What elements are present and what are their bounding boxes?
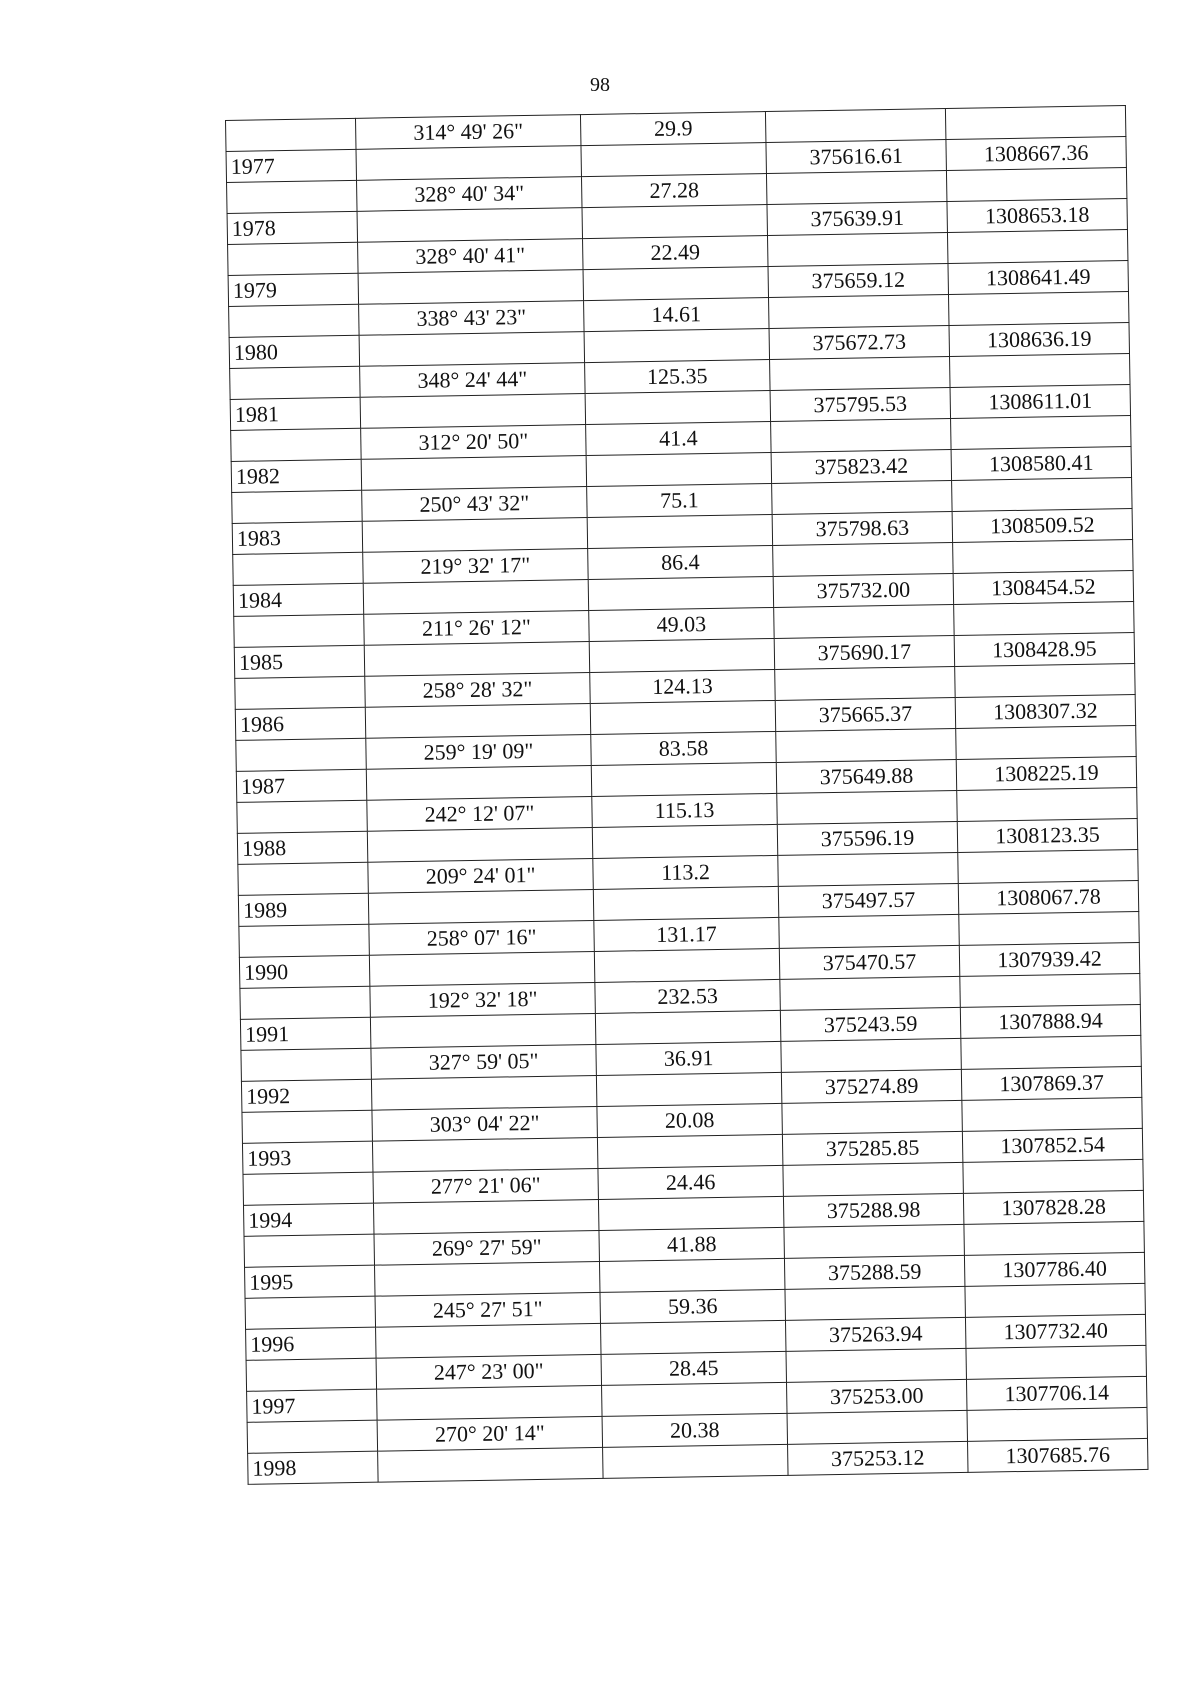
easting-cell — [778, 852, 958, 886]
northing-cell — [963, 1159, 1143, 1193]
easting-cell: 375243.59 — [780, 1007, 960, 1041]
bearing-cell — [378, 1447, 603, 1482]
distance-cell — [587, 514, 772, 548]
station-cell: 1994 — [243, 1203, 373, 1236]
northing-cell: 1308667.36 — [946, 137, 1126, 171]
bearing-cell: 247° 23' 00" — [376, 1354, 601, 1389]
distance-cell: 75.1 — [587, 483, 772, 517]
bearing-cell — [372, 1137, 597, 1172]
distance-cell: 28.45 — [601, 1351, 786, 1385]
easting-cell — [771, 419, 951, 453]
station-cell: 1982 — [231, 459, 361, 492]
distance-cell — [598, 1196, 783, 1230]
distance-cell — [599, 1258, 784, 1292]
station-cell — [229, 304, 359, 337]
bearing-cell: 242° 12' 07" — [367, 797, 592, 832]
easting-cell: 375470.57 — [779, 945, 959, 979]
bearing-cell: 328° 40' 34" — [357, 177, 582, 212]
bearing-cell — [376, 1323, 601, 1358]
station-cell — [226, 118, 356, 151]
bearing-cell — [364, 642, 589, 677]
station-cell — [244, 1234, 374, 1267]
northing-cell: 1308307.32 — [955, 694, 1135, 728]
northing-cell: 1307706.14 — [966, 1376, 1146, 1410]
distance-cell: 124.13 — [590, 669, 775, 703]
bearing-cell — [370, 1013, 595, 1048]
northing-cell: 1308454.52 — [953, 571, 1133, 605]
station-cell — [235, 676, 365, 709]
station-cell: 1987 — [236, 769, 366, 802]
northing-cell — [962, 1097, 1142, 1131]
traverse-table-body — [226, 106, 1148, 1485]
northing-cell — [945, 106, 1125, 140]
northing-cell: 1308636.19 — [949, 323, 1129, 357]
northing-cell: 1307732.40 — [965, 1314, 1145, 1348]
bearing-cell — [366, 766, 591, 801]
bearing-cell — [356, 146, 581, 181]
northing-cell — [957, 787, 1137, 821]
distance-cell: 29.9 — [580, 112, 765, 146]
distance-cell: 24.46 — [598, 1165, 783, 1199]
bearing-cell: 348° 24' 44" — [360, 363, 585, 398]
easting-cell — [782, 1100, 962, 1134]
easting-cell — [769, 295, 949, 329]
bearing-cell — [361, 456, 586, 491]
northing-cell — [958, 849, 1138, 883]
station-cell: 1992 — [241, 1079, 371, 1112]
bearing-cell: 192° 32' 18" — [370, 982, 595, 1017]
northing-cell: 1307852.54 — [962, 1128, 1142, 1162]
easting-cell — [770, 357, 950, 391]
bearing-cell: 314° 49' 26" — [355, 115, 580, 150]
northing-cell: 1308225.19 — [956, 756, 1136, 790]
station-cell — [241, 1048, 371, 1081]
page-number: 98 — [590, 74, 610, 96]
distance-cell — [595, 1010, 780, 1044]
easting-cell: 375263.94 — [785, 1317, 965, 1351]
station-cell — [233, 552, 363, 585]
distance-cell: 86.4 — [588, 545, 773, 579]
northing-cell — [961, 1035, 1141, 1069]
distance-cell — [581, 143, 766, 177]
distance-cell — [601, 1320, 786, 1354]
easting-cell — [777, 790, 957, 824]
northing-cell — [955, 663, 1135, 697]
bearing-cell: 258° 28' 32" — [365, 673, 590, 708]
distance-cell: 36.91 — [596, 1041, 781, 1075]
distance-cell — [592, 824, 777, 858]
traverse-table — [225, 105, 1149, 1485]
station-cell — [234, 614, 364, 647]
northing-cell: 1308641.49 — [948, 261, 1128, 295]
northing-cell: 1308428.95 — [954, 632, 1134, 666]
bearing-cell: 277° 21' 06" — [373, 1168, 598, 1203]
easting-cell: 375672.73 — [769, 326, 949, 360]
easting-cell — [779, 914, 959, 948]
easting-cell — [787, 1410, 967, 1444]
distance-cell: 41.88 — [599, 1227, 784, 1261]
distance-cell: 59.36 — [600, 1289, 785, 1323]
bearing-cell: 258° 07' 16" — [369, 920, 594, 955]
distance-cell — [597, 1134, 782, 1168]
easting-cell — [766, 171, 946, 205]
distance-cell — [588, 576, 773, 610]
easting-cell: 375659.12 — [768, 264, 948, 298]
distance-cell: 27.28 — [581, 174, 766, 208]
northing-cell — [952, 478, 1132, 512]
bearing-cell — [363, 580, 588, 615]
station-cell: 1978 — [227, 211, 357, 244]
easting-cell — [784, 1224, 964, 1258]
easting-cell — [767, 233, 947, 267]
distance-cell — [602, 1382, 787, 1416]
station-cell: 1979 — [228, 273, 358, 306]
northing-cell — [951, 416, 1131, 450]
northing-cell: 1308123.35 — [957, 818, 1137, 852]
distance-cell: 14.61 — [584, 298, 769, 332]
northing-cell: 1307869.37 — [961, 1066, 1141, 1100]
easting-cell — [774, 604, 954, 638]
northing-cell — [954, 602, 1134, 636]
station-cell: 1980 — [229, 335, 359, 368]
northing-cell: 1308509.52 — [952, 509, 1132, 543]
easting-cell: 375665.37 — [775, 697, 955, 731]
bearing-cell — [357, 208, 582, 243]
easting-cell — [772, 481, 952, 515]
northing-cell — [946, 168, 1126, 202]
bearing-cell: 245° 27' 51" — [375, 1292, 600, 1327]
northing-cell — [967, 1407, 1147, 1441]
distance-cell: 131.17 — [594, 917, 779, 951]
bearing-cell: 259° 19' 09" — [366, 735, 591, 770]
station-cell: 1986 — [235, 707, 365, 740]
bearing-cell — [359, 332, 584, 367]
easting-cell: 375690.17 — [774, 635, 954, 669]
northing-cell: 1307888.94 — [960, 1004, 1140, 1038]
easting-cell: 375253.00 — [787, 1379, 967, 1413]
station-cell — [246, 1358, 376, 1391]
distance-cell — [584, 329, 769, 363]
station-cell: 1990 — [239, 955, 369, 988]
station-cell: 1985 — [234, 645, 364, 678]
distance-cell: 20.08 — [597, 1103, 782, 1137]
distance-cell: 20.38 — [602, 1413, 787, 1447]
station-cell — [245, 1296, 375, 1329]
northing-cell — [966, 1345, 1146, 1379]
bearing-cell: 327° 59' 05" — [371, 1044, 596, 1079]
northing-cell — [950, 354, 1130, 388]
bearing-cell — [368, 889, 593, 924]
station-cell — [239, 924, 369, 957]
northing-cell — [953, 540, 1133, 574]
easting-cell — [786, 1348, 966, 1382]
station-cell — [240, 986, 370, 1019]
bearing-cell — [369, 951, 594, 986]
distance-cell — [589, 638, 774, 672]
bearing-cell: 211° 26' 12" — [364, 611, 589, 646]
easting-cell: 375616.61 — [766, 140, 946, 174]
station-cell: 1989 — [238, 893, 368, 926]
bearing-cell: 328° 40' 41" — [358, 239, 583, 274]
distance-cell — [594, 948, 779, 982]
station-cell — [237, 800, 367, 833]
easting-cell: 375596.19 — [777, 821, 957, 855]
northing-cell: 1307828.28 — [963, 1190, 1143, 1224]
station-cell: 1983 — [232, 521, 362, 554]
easting-cell — [783, 1162, 963, 1196]
distance-cell — [585, 391, 770, 425]
station-cell: 1977 — [226, 149, 356, 182]
distance-cell: 232.53 — [595, 979, 780, 1013]
distance-cell — [590, 700, 775, 734]
station-cell — [231, 428, 361, 461]
station-cell — [247, 1420, 377, 1453]
station-cell — [232, 490, 362, 523]
northing-cell: 1308653.18 — [947, 199, 1127, 233]
northing-cell — [959, 911, 1139, 945]
easting-cell: 375253.12 — [788, 1441, 968, 1475]
bearing-cell — [371, 1075, 596, 1110]
bearing-cell — [362, 518, 587, 553]
station-cell — [227, 180, 357, 213]
northing-cell — [948, 292, 1128, 326]
easting-cell — [781, 1038, 961, 1072]
distance-cell — [586, 452, 771, 486]
easting-cell: 375285.85 — [782, 1131, 962, 1165]
easting-cell — [785, 1286, 965, 1320]
distance-cell — [596, 1072, 781, 1106]
station-cell — [228, 242, 358, 275]
station-cell — [238, 862, 368, 895]
bearing-cell: 270° 20' 14" — [377, 1416, 602, 1451]
northing-cell: 1308067.78 — [958, 880, 1138, 914]
distance-cell — [591, 762, 776, 796]
station-cell: 1984 — [233, 583, 363, 616]
station-cell — [243, 1172, 373, 1205]
distance-cell — [593, 886, 778, 920]
bearing-cell: 250° 43' 32" — [362, 487, 587, 522]
bearing-cell — [360, 394, 585, 429]
easting-cell: 375639.91 — [767, 202, 947, 236]
station-cell — [236, 738, 366, 771]
bearing-cell — [365, 704, 590, 739]
station-cell — [242, 1110, 372, 1143]
bearing-cell — [358, 270, 583, 305]
northing-cell — [960, 973, 1140, 1007]
northing-cell: 1307786.40 — [964, 1252, 1144, 1286]
easting-cell: 375274.89 — [781, 1069, 961, 1103]
distance-cell: 83.58 — [591, 731, 776, 765]
northing-cell — [947, 230, 1127, 264]
easting-cell: 375288.98 — [783, 1193, 963, 1227]
station-cell: 1997 — [247, 1389, 377, 1422]
easting-cell — [775, 666, 955, 700]
bearing-cell — [373, 1199, 598, 1234]
distance-cell: 49.03 — [589, 607, 774, 641]
station-cell — [230, 366, 360, 399]
easting-cell: 375732.00 — [773, 573, 953, 607]
northing-cell — [956, 725, 1136, 759]
bearing-cell: 269° 27' 59" — [374, 1230, 599, 1265]
easting-cell: 375497.57 — [778, 883, 958, 917]
distance-cell — [603, 1444, 788, 1478]
station-cell: 1995 — [245, 1265, 375, 1298]
easting-cell: 375288.59 — [784, 1255, 964, 1289]
easting-cell: 375649.88 — [776, 759, 956, 793]
bearing-cell — [375, 1261, 600, 1296]
distance-cell: 125.35 — [585, 360, 770, 394]
northing-cell: 1307939.42 — [959, 942, 1139, 976]
bearing-cell: 338° 43' 23" — [359, 301, 584, 336]
distance-cell — [582, 205, 767, 239]
easting-cell: 375823.42 — [771, 450, 951, 484]
station-cell: 1991 — [240, 1017, 370, 1050]
easting-cell: 375798.63 — [772, 511, 952, 545]
station-cell: 1998 — [248, 1451, 378, 1484]
distance-cell: 41.4 — [586, 421, 771, 455]
northing-cell: 1308611.01 — [950, 385, 1130, 419]
station-cell: 1996 — [246, 1327, 376, 1360]
bearing-cell: 312° 20' 50" — [361, 425, 586, 460]
distance-cell: 113.2 — [593, 855, 778, 889]
bearing-cell: 219° 32' 17" — [363, 549, 588, 584]
easting-cell — [765, 109, 945, 143]
bearing-cell — [367, 828, 592, 863]
easting-cell — [773, 542, 953, 576]
bearing-cell: 303° 04' 22" — [372, 1106, 597, 1141]
bearing-cell — [377, 1385, 602, 1420]
northing-cell: 1307685.76 — [968, 1438, 1148, 1472]
easting-cell: 375795.53 — [770, 388, 950, 422]
station-cell: 1981 — [230, 397, 360, 430]
station-cell: 1993 — [242, 1141, 372, 1174]
distance-cell: 115.13 — [592, 793, 777, 827]
easting-cell — [776, 728, 956, 762]
distance-cell: 22.49 — [583, 236, 768, 270]
station-cell: 1988 — [237, 831, 367, 864]
bearing-cell: 209° 24' 01" — [368, 859, 593, 894]
northing-cell — [964, 1221, 1144, 1255]
northing-cell: 1308580.41 — [951, 447, 1131, 481]
distance-cell — [583, 267, 768, 301]
traverse-table-container — [225, 105, 1148, 1485]
easting-cell — [780, 976, 960, 1010]
northing-cell — [965, 1283, 1145, 1317]
